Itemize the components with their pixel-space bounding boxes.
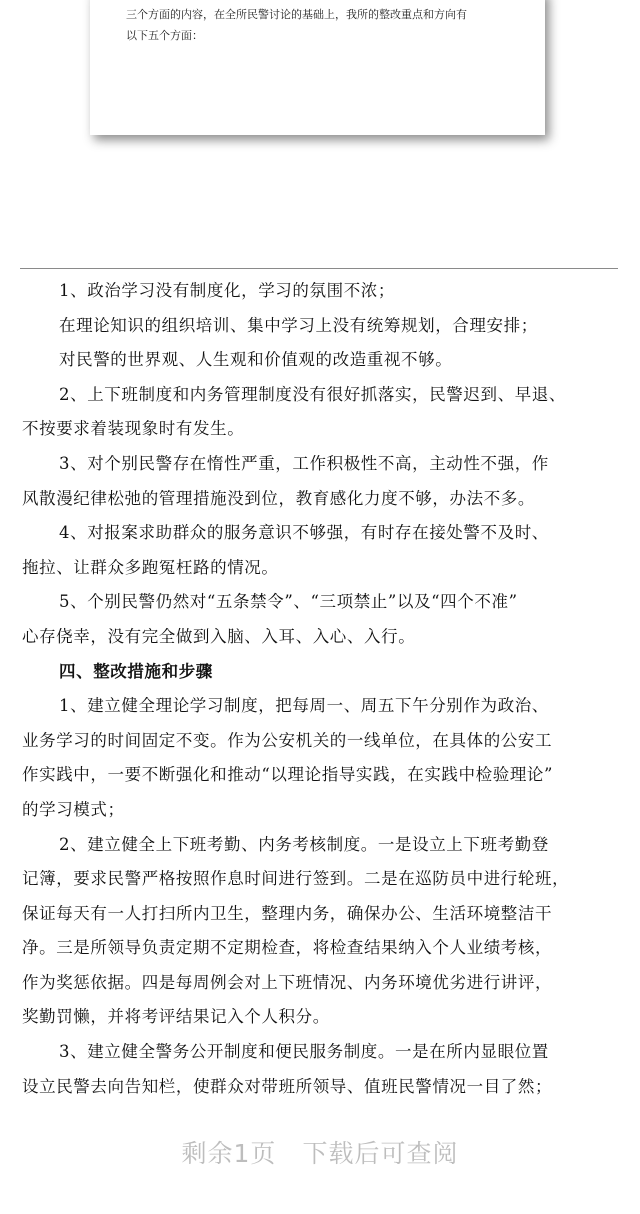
- paragraph-line: 4、对报案求助群众的服务意识不够强，有时存在接处警不及时、: [59, 523, 549, 543]
- preview-line: 以下五个方面：: [126, 29, 203, 42]
- section-heading: 四、整改措施和步骤: [59, 661, 213, 681]
- remaining-pages-notice[interactable]: [0, 1134, 640, 1170]
- paragraph-line: 1、建立健全理论学习制度，把每周一、周五下午分别作为政治、: [59, 696, 549, 716]
- paragraph-line: 净。三是所领导负责定期不定期检查，将检查结果纳入个人业绩考核，: [22, 938, 553, 958]
- paragraph-line: 设立民警去向告知栏，使群众对带班所领导、值班民警情况一目了然；: [22, 1076, 553, 1096]
- paragraph-line: 在理论知识的组织培训、集中学习上没有统筹规划，合理安排；: [59, 315, 538, 335]
- paragraph-line: 拖拉、让群众多跑冤枉路的情况。: [22, 557, 279, 577]
- paragraph-line: 作为奖惩依据。四是每周例会对上下班情况、内务环境优劣进行讲评，: [22, 972, 553, 992]
- download-to-view-label: 下载后可查阅: [302, 1139, 459, 1168]
- paragraph-line: 奖勤罚懒，并将考评结果记入个人积分。: [22, 1007, 330, 1027]
- paragraph-line: 的学习模式；: [22, 799, 125, 819]
- paragraph-line: 业务学习的时间固定不变。作为公安机关的一线单位，在具体的公安工: [22, 730, 553, 750]
- remaining-pages-label: 剩余1页: [181, 1139, 277, 1168]
- paragraph-line: 作实践中，一要不断强化和推动“以理论指导实践，在实践中检验理论”: [22, 765, 554, 785]
- paragraph-line: 1、政治学习没有制度化，学习的氛围不浓；: [59, 281, 395, 300]
- preview-line: 三个方面的内容，在全所民警讨论的基础上，我所的整改重点和方向有: [126, 8, 467, 21]
- paragraph-line: 2、建立健全上下班考勤、内务考核制度。一是设立上下班考勤登: [59, 834, 549, 854]
- paragraph-line: 3、对个别民警存在惰性严重，工作积极性不高，主动性不强，作: [59, 453, 549, 473]
- paragraph-line: 心存侥幸，没有完全做到入脑、入耳、入心、入行。: [22, 626, 416, 646]
- paragraph-line: 不按要求着装现象时有发生。: [22, 419, 245, 439]
- paragraph-line: 对民警的世界观、人生观和价值观的改造重视不够。: [59, 350, 453, 370]
- paragraph-line: 记簿，要求民警严格按照作息时间进行签到。二是在巡防员中进行轮班，: [22, 869, 570, 889]
- page-divider: [20, 268, 618, 269]
- paragraph-line: 保证每天有一人打扫所内卫生，整理内务，确保办公、生活环境整洁干: [22, 903, 553, 923]
- paragraph-line: 2、上下班制度和内务管理制度没有很好抓落实，民警迟到、早退、: [59, 384, 566, 404]
- paragraph-line: 3、建立健全警务公开制度和便民服务制度。一是在所内显眼位置: [59, 1042, 549, 1062]
- paragraph-line: 5、个别民警仍然对“五条禁令”、“三项禁止”以及“四个不准”: [59, 592, 518, 612]
- document-body: [22, 274, 620, 1104]
- paragraph-line: 风散漫纪律松弛的管理措施没到位，教育感化力度不够，办法不多。: [22, 488, 535, 508]
- page-preview-card: [90, 0, 545, 135]
- preview-text: [126, 4, 526, 46]
